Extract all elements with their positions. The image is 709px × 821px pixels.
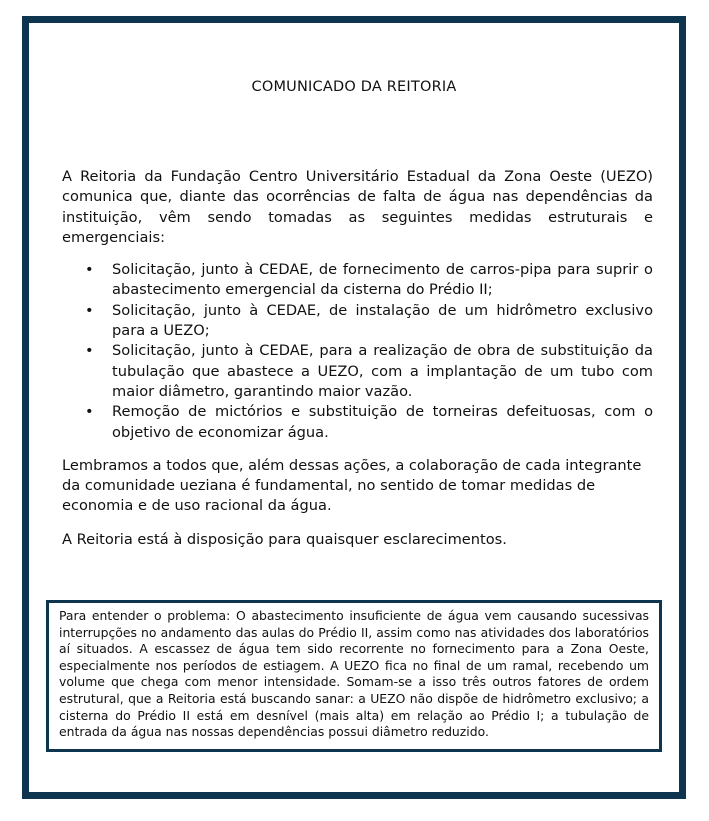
list-item-text: Remoção de mictórios e substituição de torneiras defeituosas, com o objetivo de economizar água. [112, 403, 653, 441]
list-item [62, 301, 653, 342]
page-title: COMUNICADO DA REITORIA [251, 79, 457, 95]
reminder-paragraph: Lembramos a todos que, além dessas ações, a colaboração de cada integrante da comunidade ueziana é fundamental, no sentido de tomar medidas de economia e de uso racional da água. [62, 456, 642, 515]
measures-list [62, 260, 653, 443]
closing-paragraph: A Reitoria está à disposição para quaisquer esclarecimentos. [62, 530, 507, 548]
bullet-icon: • [85, 403, 94, 421]
document-frame [22, 16, 686, 799]
announcement-body [62, 167, 653, 550]
bullet-icon: • [85, 261, 94, 279]
list-item [62, 260, 653, 301]
explanation-box: Para entender o problema: O abastecimento insuficiente de água vem causando sucessivas interrupções no andamento das aulas do Prédio II, assim como nas atividades dos laboratórios aí situados. A escassez de água tem sido recorrente no fornecimento para a Zona Oeste, especialmente nos períodos de estiagem. A UEZO fica no final de um ramal, recebendo um volume que chega com menor intensidade. Somam-se a isso três outros fatores de ordem estrutural, que a Reitoria está buscando sanar: a UEZO não dispõe de hidrômetro exclusivo; a cisterna do Prédio II está em desnível (mais alta) em relação ao Prédio I; a tubulação de entrada da água nas nossas dependências possui diâmetro reduzido. [46, 600, 662, 752]
list-item [62, 341, 653, 402]
list-item [62, 402, 653, 443]
bullet-icon: • [85, 342, 94, 360]
list-item-text: Solicitação, junto à CEDAE, para a realização de obra de substituição da tubulação que abastece a UEZO, com a implantação de um tubo com maior diâmetro, garantindo maior vazão. [112, 342, 653, 400]
list-item-text: Solicitação, junto à CEDAE, de fornecimento de carros-pipa para suprir o abastecimento emergencial da cisterna do Prédio II; [112, 261, 653, 299]
bullet-icon: • [85, 301, 94, 319]
intro-paragraph: A Reitoria da Fundação Centro Universitário Estadual da Zona Oeste (UEZO) comunica que, diante das ocorrências de falta de água nas dependências da instituição, vêm sendo tomadas as seguintes medidas estruturais e emergenciais: [62, 168, 653, 246]
list-item-text: Solicitação, junto à CEDAE, de instalação de um hidrômetro exclusivo para a UEZO; [112, 301, 653, 340]
